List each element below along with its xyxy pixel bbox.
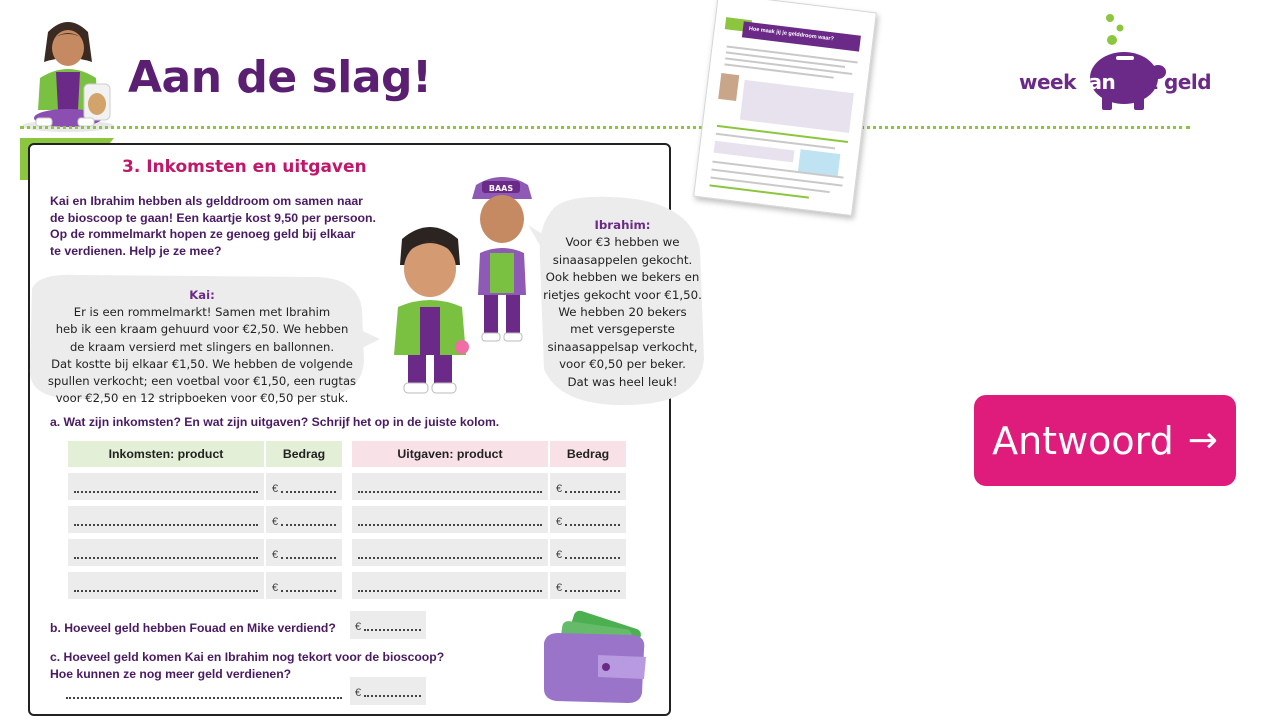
question-c: c. Hoeveel geld komen Kai en Ibrahim nog tekort voor de bioscoop? Hoe kunnen ze nog meer geld verdienen? bbox=[50, 650, 445, 681]
dotted-divider bbox=[20, 126, 1190, 129]
expense-amount-cell[interactable]: € bbox=[550, 506, 626, 533]
income-product-cell[interactable] bbox=[68, 506, 264, 533]
arrow-right-icon: → bbox=[1187, 420, 1218, 461]
question-a: a. Wat zijn inkomsten? En wat zijn uitgaven? Schrijf het op in de juiste kolom. bbox=[50, 415, 500, 429]
header-expense-product: Uitgaven: product bbox=[352, 441, 548, 467]
income-amount-cell[interactable]: € bbox=[266, 506, 342, 533]
answer-c-field[interactable]: € bbox=[350, 677, 426, 705]
income-amount-cell[interactable]: € bbox=[266, 572, 342, 599]
header-income-product: Inkomsten: product bbox=[68, 441, 264, 467]
income-amount-cell[interactable]: € bbox=[266, 473, 342, 500]
income-product-cell[interactable] bbox=[68, 572, 264, 599]
expense-amount-cell[interactable]: € bbox=[550, 473, 626, 500]
income-amount-cell[interactable]: € bbox=[266, 539, 342, 566]
kai-dialogue: Kai: Er is een rommelmarkt! Samen met Ibrahim heb ik een kraam gehuurd voor €2,50. We hebben de kraam versierd met slingers en ballonnen. Dat kostte bij elkaar €1,50. We hebben de volgende spullen verkocht; een voetbal voor €1,50, een rugtas voor €2,50 en 12 stripboeken voor €0,50 per stuk. bbox=[47, 288, 357, 406]
worksheet-heading: 3. Inkomsten en uitgaven bbox=[122, 157, 367, 177]
kai-name: Kai: bbox=[189, 288, 215, 302]
answer-button[interactable] bbox=[974, 395, 1236, 486]
expense-product-cell[interactable] bbox=[352, 473, 548, 500]
thumbnail-banner: Hoe maak jij je gelddroom waar? bbox=[742, 21, 861, 51]
answer-c-line[interactable] bbox=[66, 697, 342, 699]
expense-product-cell[interactable] bbox=[352, 539, 548, 566]
boys-illustration bbox=[382, 169, 552, 401]
question-b: b. Hoeveel geld hebben Fouad en Mike verdiend? bbox=[50, 621, 336, 635]
ibrahim-dialogue: Ibrahim: Voor €3 hebben we sinaasappelen gekocht. Ook hebben we bekers en rietjes gekocht voor €1,50. We hebben 20 bekers met versgeperste sinaasappelsap verkocht, voor €0,50 per beker. Dat was heel leuk! bbox=[535, 217, 710, 391]
cap-text: BAAS bbox=[488, 184, 514, 193]
header-expense-amount: Bedrag bbox=[550, 441, 626, 467]
income-product-cell[interactable] bbox=[68, 539, 264, 566]
piggy-bank-icon bbox=[1016, 14, 1196, 114]
expense-product-cell[interactable] bbox=[352, 506, 548, 533]
worksheet bbox=[28, 143, 702, 716]
header-income-amount: Bedrag bbox=[266, 441, 342, 467]
ibrahim-name: Ibrahim: bbox=[594, 218, 651, 232]
intro-text: Kai en Ibrahim hebben als gelddroom om samen naar de bioscoop te gaan! Een kaartje kost 9,50 per persoon. Op de rommelmarkt hopen ze genoeg geld bij elkaar te verdienen. Help je ze mee? bbox=[50, 194, 376, 258]
girl-avatar-illustration bbox=[18, 14, 118, 132]
worksheet-thumbnail bbox=[693, 0, 877, 216]
brand-logo bbox=[1016, 14, 1212, 114]
page-title: Aan de slag! bbox=[128, 52, 432, 103]
answer-button-label: Antwoord bbox=[992, 418, 1174, 463]
income-product-cell[interactable] bbox=[68, 473, 264, 500]
expense-amount-cell[interactable]: € bbox=[550, 539, 626, 566]
wallet-illustration bbox=[538, 613, 650, 705]
expense-product-cell[interactable] bbox=[352, 572, 548, 599]
expense-amount-cell[interactable]: € bbox=[550, 572, 626, 599]
answer-b-field[interactable]: € bbox=[350, 611, 426, 639]
brand-wordmark: weekvan het geld bbox=[1019, 70, 1212, 94]
